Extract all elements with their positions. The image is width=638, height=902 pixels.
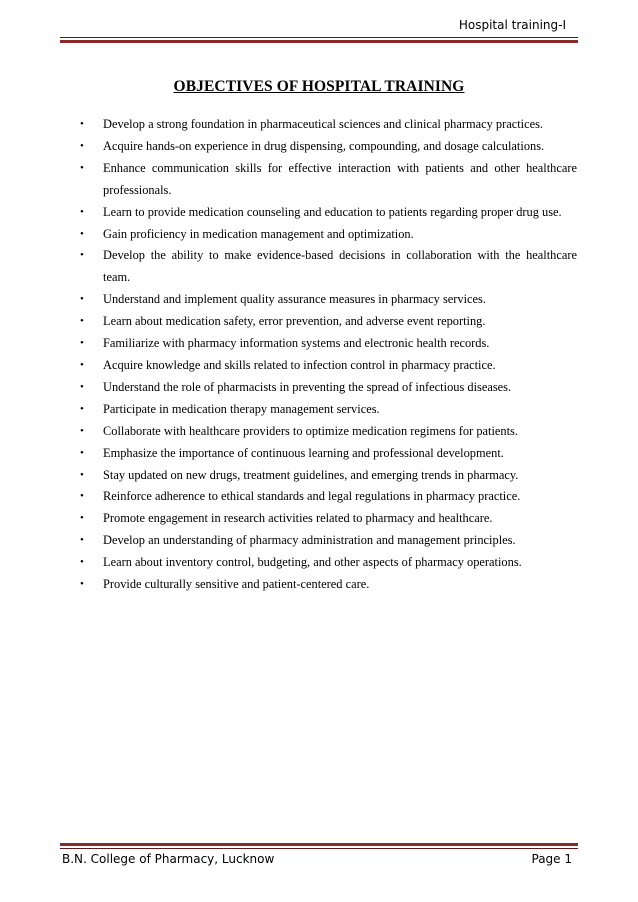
list-item-text: Acquire knowledge and skills related to infection control in pharmacy practice. [103, 357, 496, 372]
list-item [77, 399, 577, 421]
list-item-text: Understand the role of pharmacists in preventing the spread of infectious diseases. [103, 379, 512, 394]
list-item-text: Develop the ability to make evidence-based decisions in collaboration with the healthcare team. [103, 248, 577, 285]
header-rule [60, 37, 578, 43]
bullet-icon: • [80, 293, 84, 306]
bullet-icon: • [80, 380, 84, 393]
list-item-text: Develop a strong foundation in pharmaceutical sciences and clinical pharmacy practices. [103, 117, 544, 131]
list-item [77, 114, 577, 136]
list-item-text: Develop an understanding of pharmacy administration and management principles. [103, 533, 516, 548]
bullet-icon: • [80, 337, 84, 350]
bullet-icon: • [80, 512, 84, 525]
list-item-text: Gain proficiency in medication management and optimization. [103, 226, 414, 241]
list-item-text: Reinforce adherence to ethical standards and legal regulations in pharmacy practice. [103, 489, 521, 504]
list-item [77, 486, 577, 508]
bullet-icon: • [80, 556, 84, 569]
footer-institution: B.N. College of Pharmacy, Lucknow [62, 852, 275, 866]
bullet-icon: • [80, 446, 84, 459]
list-item-text: Understand and implement quality assurance measures in pharmacy services. [103, 292, 486, 307]
list-item-text: Familiarize with pharmacy information systems and electronic health records. [103, 336, 490, 351]
list-item [77, 552, 577, 574]
bullet-icon: • [80, 578, 84, 591]
list-item [77, 377, 577, 399]
list-item [77, 245, 577, 289]
list-item-text: Collaborate with healthcare providers to optimize medication regimens for patients. [103, 423, 518, 438]
list-item [77, 136, 577, 158]
bullet-icon: • [80, 315, 84, 328]
bullet-icon: • [80, 249, 84, 262]
list-item-text: Provide culturally sensitive and patient-centered care. [103, 577, 370, 592]
bullet-icon: • [80, 205, 84, 218]
bullet-icon: • [80, 139, 84, 152]
list-item-text: Learn about medication safety, error prevention, and adverse event reporting. [103, 314, 486, 329]
bullet-icon: • [80, 534, 84, 547]
page-number: Page 1 [531, 852, 572, 866]
bullet-icon: • [80, 424, 84, 437]
list-item [77, 224, 577, 246]
list-item [77, 465, 577, 487]
bullet-icon: • [80, 402, 84, 415]
running-header: Hospital training-I [458, 18, 566, 32]
objectives-list [77, 114, 577, 596]
list-item [77, 333, 577, 355]
list-item [77, 508, 577, 530]
list-item-text: Acquire hands-on experience in drug dispensing, compounding, and dosage calculations. [103, 138, 545, 153]
bullet-icon: • [80, 118, 84, 130]
list-item [77, 574, 577, 596]
page-title: OBJECTIVES OF HOSPITAL TRAINING [173, 78, 465, 95]
list-item [77, 202, 577, 224]
list-item [77, 443, 577, 465]
list-item-text: Promote engagement in research activities related to pharmacy and healthcare. [103, 511, 493, 526]
list-item [77, 311, 577, 333]
list-item [77, 355, 577, 377]
bullet-icon: • [80, 358, 84, 371]
list-item-text: Learn to provide medication counseling and education to patients regarding proper drug use. [103, 204, 562, 219]
list-item [77, 421, 577, 443]
bullet-icon: • [80, 468, 84, 481]
list-item-text: Emphasize the importance of continuous learning and professional development. [103, 445, 504, 460]
list-item-text: Learn about inventory control, budgeting, and other aspects of pharmacy operations. [103, 555, 522, 570]
list-item-text: Participate in medication therapy management services. [103, 401, 380, 416]
list-item-text: Stay updated on new drugs, treatment guidelines, and emerging trends in pharmacy. [103, 467, 519, 482]
bullet-icon: • [80, 490, 84, 503]
list-item-text: Enhance communication skills for effective interaction with patients and other healthcare professionals. [103, 160, 577, 197]
list-item [77, 289, 577, 311]
list-item [77, 530, 577, 552]
list-item [77, 158, 577, 202]
bullet-icon: • [80, 161, 84, 174]
bullet-icon: • [80, 227, 84, 240]
footer-rule [60, 843, 578, 849]
